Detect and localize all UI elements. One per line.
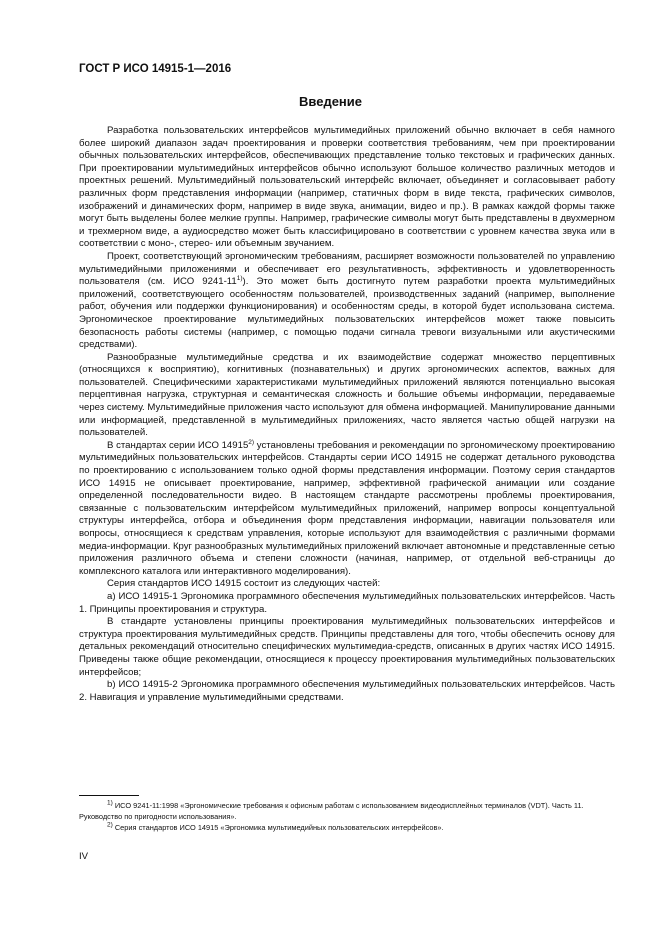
body-text (79, 125, 615, 704)
footnote (79, 822, 615, 833)
list-item: a) ИСО 14915-1 Эргономика программного обеспечения мультимедийных пользовательских интерфейсов. Часть 1. Принципы проектирования и структура. (79, 590, 615, 615)
footnote-text: ИСО 9241-11:1998 «Эргономические требования к офисным работам с использованием видеодисплейных терминалов (VDT). Часть 11. Руководство по пригодности использования». (79, 801, 584, 822)
footnote-ref[interactable]: 1) (236, 274, 243, 282)
paragraph: Разнообразные мультимедийные средства и их взаимодействие содержат множество перцептивных (относящихся к восприятию), когнитивных (познавательных) и других эргономических аспектов, важных для пользователей. Специфическими характеристиками мультимедийных приложений являются потенциально высокая перцептивная нагрузка, структурная и семантическая сложность и большие объемы информации, передаваемые через систему. Мультимедийные приложения часто используют для обмена информацией. Манипулирование данными или информацией, представленной в мультимедийных приложениях, часто является частью общей нагрузки на пользователей. (79, 351, 615, 439)
paragraph: Разработка пользовательских интерфейсов мультимедийных приложений обычно включает в себя намного более широкий диапазон задач проектирования и проверки соответствия требованиям, чем при проектировании обычных пользовательских интерфейсов, обеспечивающих представление только текстовых и графических данных. При проектировании мультимедийных интерфейсов обычно используют большое количество различных методов и проектных решений. Мультимедийный пользовательский интерфейс включает, объединяет и согласовывает работу различных форм представления информации (например, статичных форм в виде текста, графических символов, изображений и динамических форм, например в виде звука, анимации, видео и пр.). В рамках каждой формы также могут быть выделены более мелкие группы. Например, графические символы могут быть представлены в двухмерном и трехмерном виде, а аудиосредство может быть классифицировано в соответствии с уровнем качества звука или в соответствии с моно-, стерео- или объемным звучанием. (79, 125, 615, 250)
list-item: b) ИСО 14915-2 Эргономика программного обеспечения мультимедийных пользовательских интерфейсов. Часть 2. Навигация и управление мультимедийными средствами. (79, 679, 615, 703)
footnote-ref[interactable]: 2) (248, 438, 255, 446)
paragraph: В стандарте установлены принципы проектирования мультимедийных пользовательских интерфейсов и структура проектирования мультимедийных средств. Принципы представлены для того, чтобы обеспечить основу для детальных рекомендаций относительно специфических мультимедиа-средств, описанных в других частях ИСО 14915. Приведены также общие рекомендации, относящиеся к процессу проектирования мультимедийных пользовательских интерфейсов; (79, 616, 615, 678)
paragraph (79, 440, 615, 579)
paragraph-text: ). Это может быть достигнуто путем разработки проекта мультимедийных приложений, соответствующего особенностям пользователей, производственных заданий (например, выполнение работ, обучения или поддержки функционирования) и особенностям среды, в которой будет использована система. Эргономическое проектирование мультимедийных пользовательских интерфейсов может также повысить безопасность работы системы (например, с помощью подачи сигнала тревоги визуальными или акустическими средствами). (79, 276, 615, 351)
section-title: Введение (299, 94, 362, 109)
footnote-mark: 2) (107, 821, 113, 829)
footnotes (79, 800, 615, 834)
paragraph: Серия стандартов ИСО 14915 состоит из следующих частей: (107, 578, 381, 590)
page-number: IV (79, 851, 89, 862)
paragraph-text: Проект, соответствующий эргономическим требованиям, расширяет возможности пользователей по управлению мультимедийными приложениями и обеспечивает его результативность, эффективность и удовлетворенность пользователя (см. ИСО 9241-11 (79, 250, 615, 288)
paragraph-text: В стандартах серии ИСО 14915 (107, 439, 249, 451)
paragraph-text: установлены требования и рекомендации по эргономическому проектированию мультимедийных пользовательских интерфейсов. Стандарты серии ИСО 14915 не содержат детального руководства по проектированию с использованием только одной формы представления информации. Поэтому серия стандартов ИСО 14915 не описывает проектирование, например, эффективной графической анимации или создание определенной последовательности видео. В настоящем стандарте рассмотрены проблемы проектирования, связанные с пользовательским интерфейсом мультимедийных приложений, например вопросы концептуальной структуры интерфейса, отбора и объединения форм представления информации, навигации пользователя или вопросы, относящиеся к средствам управления, которые используют для взаимодействия с различными формами медиа-информации. Круг разнообразных мультимедийных приложений включает автономные и представленные сетью приложения различного объема и степени сложности (начиная, например, от отдельной веб-страницы до комплексного каталога или интерактивного моделирования). (79, 439, 615, 577)
paragraph (79, 251, 615, 352)
footnote-mark: 1) (107, 799, 113, 807)
footnote (79, 800, 615, 822)
document-header: ГОСТ Р ИСО 14915-1—2016 (79, 63, 232, 75)
footnote-text: Серия стандартов ИСО 14915 «Эргономика мультимедийных пользовательских интерфейсов». (114, 823, 444, 833)
footnote-divider (79, 795, 139, 796)
